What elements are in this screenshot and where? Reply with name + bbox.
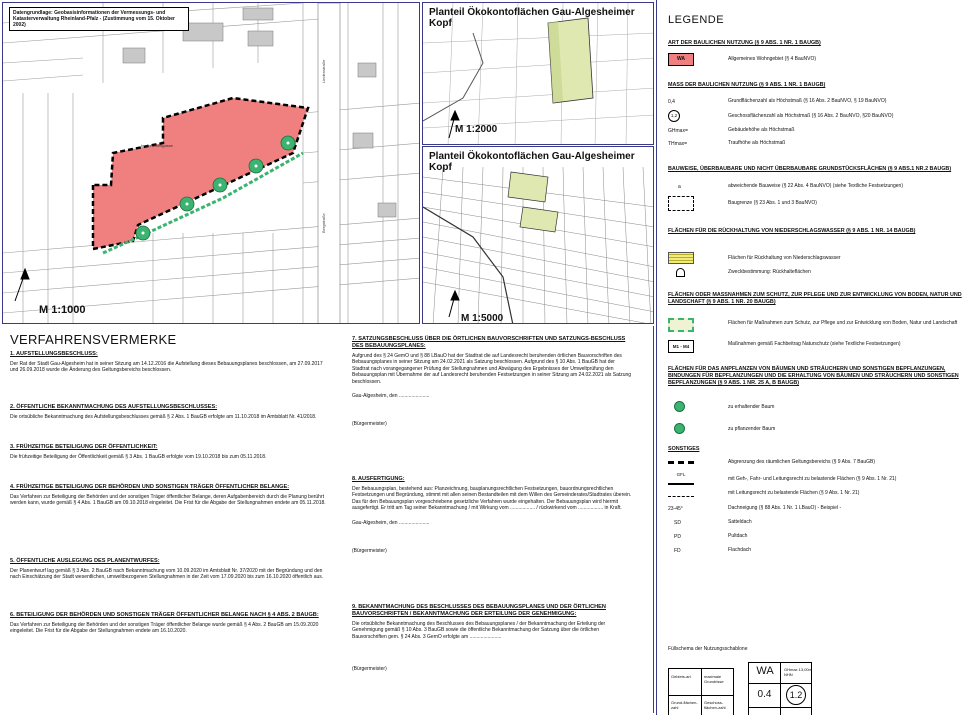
section-place: Gau-Algesheim, den ......................	[352, 393, 430, 400]
gh-symbol: GHmax=	[668, 128, 688, 134]
section-sign: (Bürgermeister)	[352, 666, 387, 673]
legend-row-sd	[668, 518, 968, 530]
fd-description: Flachdach	[728, 547, 752, 553]
gfl-label: GFL	[676, 472, 686, 477]
scale-main: M 1:1000	[39, 304, 86, 316]
section-sign: (Bürgermeister)	[352, 421, 387, 428]
section-text: Der Planentwurf lag gemäß § 3 Abs. 2 BauGB nach Bekanntmachung vom 10.09.2020 im Amtsblatt Nr. 37/2020 mit der Begründung und den nach Einschätzung der Stadt wesentlichen, umweltbezogenen Stellungnahmen in der Zeit vom 17.09.2020 bis zum 16.10.2020 öffentlich aus.	[10, 568, 324, 581]
legend-row-gfz	[668, 110, 968, 122]
wa-symbol: WA	[668, 53, 694, 66]
sd-description: Satteldach	[728, 519, 752, 525]
legend-row-erhalt-baum	[668, 401, 968, 415]
schema-cell-1: Gebiets-art	[671, 674, 691, 679]
legend-heading-rueckhaltung: FLÄCHEN FÜR DIE RÜCKHALTUNG VON NIEDERSCHLAGSWASSER (§ 9 ABS. 1 NR. 14 BAUGB)	[668, 228, 916, 234]
section-text: Das Verfahren zur Beteiligung der Behörden und der sonstigen Träger öffentlicher Belange, deren Aufgabenbereich durch die Planung berührt werden kann, wurde gemäß § 4 Abs. 1 BauGB am 09.10.2018 eingeleitet. Die Frist für die Abgabe der Stellungnahmen endete am 05.11.2018.	[10, 494, 326, 507]
section-text: Die ortsübliche Bekanntmachung des Beschlusses des Bebauungsplanes / der Bekanntmachung der Erteilung der Genehmigung gemäß § 10 Abs. 3 BauGB sowie die öffentliche Bekanntmachung der Satzung über die örtlichen Bauvorschriften gem. § 24 Abs. 3 GemO erfolgte am .......................	[352, 621, 606, 640]
section-heading: 6. BETEILIGUNG DER BEHÖRDEN UND SONSTIGEN TRÄGER ÖFFENTLICHER BELANGE NACH § 4 ABS. 2 BAUGB:	[10, 612, 319, 618]
section-text: Aufgrund des § 24 GemO und § 88 LBauO hat der Stadtrat die auf Landesrecht beruhenden örtlichen Bauvorschriften des Bebauungsplanes in seiner Sitzung am 24.02.2021 als Satzung beschlossen. Aufgrund des § 10 Abs. 1 BauGB hat der Stadtrat nach vorangegangener Prüfung der Stellungnahmen und Abwägung des Ergebnisses der Umweltprüfung den Bebauungsplan mit Übernahme der auf Landesrecht beruhenden Festsetzungen in seiner Sitzung am 24.02.2021 als Satzung beschlossen.	[352, 353, 632, 385]
legend-row-massnahmen	[668, 340, 968, 356]
tree-plant-icon	[674, 423, 685, 434]
procedure-section-2	[10, 404, 330, 420]
th-symbol: THmax=	[668, 141, 688, 147]
legend-heading-sonstiges: SONSTIGES	[668, 446, 700, 452]
road-label-2: Bergstraße	[321, 213, 326, 233]
legend-title: LEGENDE	[668, 14, 725, 26]
procedure-section-1	[10, 351, 330, 374]
pd-description: Pultdach	[728, 533, 748, 539]
schema-table-right	[748, 662, 812, 715]
schutz-symbol	[668, 318, 694, 332]
schema-cell-4: Geschoss-flächen-zahl	[704, 700, 726, 710]
schema-gfz: 1.2	[786, 685, 806, 705]
pflanz-baum-description: zu pflanzender Baum	[728, 426, 776, 432]
section-text: Die frühzeitige Beteiligung der Öffentlichkeit gemäß § 3 Abs. 1 BauGB erfolgte vom 19.10.2018 bis zum 05.11.2018.	[10, 454, 267, 460]
legend-row-leitungsrecht	[668, 489, 968, 501]
grz-symbol: 0,4	[668, 99, 675, 105]
map-panel-eco-bottom	[422, 146, 654, 324]
procedure-notes-panel	[2, 326, 654, 713]
pd-symbol: PD	[674, 534, 681, 540]
scale-eco-bottom: M 1:5000	[461, 313, 504, 324]
legend-row-schutz	[668, 318, 968, 334]
fd-symbol: FD	[674, 548, 681, 554]
map-panel-main	[2, 2, 420, 324]
geltungsbereich-description: Abgrenzung des räumlichen Geltungsbereichs (§ 9 Abs. 7 BauGB)	[728, 459, 876, 465]
map-panel-eco-top	[422, 2, 654, 145]
section-text: Die ortsübliche Bekanntmachung des Aufstellungsbeschlusses gemäß § 2 Abs. 1 BauGB erfolgte am 11.10.2018 im Amtsblatt Nr. 41/2018.	[10, 414, 317, 420]
section-text: Das Verfahren zur Beteiligung der Behörden und der sonstigen Träger öffentlicher Belange wurde gemäß § 4 Abs. 2 BauGB am 15.09.2020 eingeleitet. Die Frist für die Abgabe der Stellungnahmen endete am 16.10.2020.	[10, 622, 319, 635]
legend-row-pd	[668, 532, 968, 544]
legend-row-a	[668, 182, 968, 194]
a-symbol: a	[678, 184, 681, 190]
eco-top-title: Planteil Ökokontoflächen Gau-Algesheimer Kopf	[429, 7, 635, 29]
grz-description: Grundflächenzahl als Höchstmaß (§ 16 Abs. 2 BauNVO, § 19 BauNVO)	[728, 98, 887, 104]
leitungsrecht-symbol	[668, 489, 694, 497]
legend-row-gh	[668, 126, 968, 138]
section-heading: 8. AUSFERTIGUNG:	[352, 476, 405, 482]
a-description: abweichende Bauweise (§ 22 Abs. 4 BauNVO) (siehe Textliche Festsetzungen)	[728, 183, 904, 189]
leitungsrecht-description: mit Leitungsrecht zu belastende Flächen (§ 9 Abs. 1 Nr. 21)	[728, 490, 860, 496]
gfz-symbol: 1,2	[668, 110, 680, 122]
legend-row-rueckhaltung	[668, 252, 968, 266]
section-heading: 2. ÖFFENTLICHE BEKANNTMACHUNG DES AUFSTELLUNGSBESCHLUSSES:	[10, 404, 218, 410]
eco-area-bottom-2	[520, 207, 558, 232]
legend-row-grz	[668, 97, 968, 109]
gh-description: Gebäudehöhe als Höchstmaß	[728, 127, 795, 133]
gfl-description: mit Geh-, Fahr- und Leitungsrecht zu belastende Flächen (§ 9 Abs. 1 Nr. 21)	[728, 476, 897, 482]
schema-cell-3: Grund-flächen-zahl	[671, 700, 698, 710]
section-place: Gau-Algesheim, den ......................	[352, 519, 430, 526]
section-heading: 5. ÖFFENTLICHE AUSLEGUNG DES PLANENTWURFES:	[10, 558, 160, 564]
legend-heading-bauweise: BAUWEISE, ÜBERBAUBARE UND NICHT ÜBERBAUBARE GRUNDSTÜCKSFLÄCHEN (§ 9 ABS.1 NR.2 BAUGB)	[668, 166, 952, 172]
north-arrow-bottom	[449, 291, 459, 317]
tree-keep-icon	[674, 401, 685, 412]
legend-row-th	[668, 139, 968, 151]
schema-cell-2: maximale Grundrisse	[704, 674, 724, 684]
massnahmen-description: Maßnahmen gemäß Fachbeitrag Naturschutz (siehe Textliche Festsetzungen)	[728, 341, 901, 347]
wa-description: Allgemeines Wohngebiet (§ 4 BauNVO)	[728, 56, 817, 62]
legend-heading-mass: MASS DER BAULICHEN NUTZUNG (§ 9 ABS. 1 NR. 1 BAUGB)	[668, 82, 826, 88]
area-label: In der Wolfsgasse	[141, 143, 173, 148]
dachneigung-description: Dachneigung (§ 88 Abs. 1 Nr. 1 LBauO) - Beispiel -	[728, 505, 842, 511]
gfz-description: Geschossflächenzahl als Höchstmaß (§ 16 Abs. 2 BauNVO, §20 BauNVO)	[728, 113, 894, 119]
rueckhaltung-symbol	[668, 252, 694, 264]
zweck-symbol	[676, 268, 685, 277]
section-heading: 4. FRÜHZEITIGE BETEILIGUNG DER BEHÖRDEN UND SONSTIGEN TRÄGER ÖFFENTLICHER BELANGE:	[10, 484, 290, 490]
legend-row-zweck	[668, 268, 968, 280]
section-heading: 9. BEKANNTMACHUNG DES BESCHLUSSES DES BEBAUUNGSPLANES UND DER ÖRTLICHEN BAUVORSCHRIFTEN / BEKANNTMACHUNG DER ERTEILUNG DER GENEHMIGUNG:	[352, 604, 606, 617]
procedure-section-5	[10, 558, 330, 581]
section-text: Der Bebauungsplan, bestehend aus: Planzeichnung, bauplanungsrechtlichen Festsetzungen, bauordnungsrechtlichen Festsetzungen und Begründung, stimmt mit allen seinen Bestandteilen mit dem Willen des Gemeinderates/Stadtrates überein. Das für den Bebauungsplan vorgeschriebene gesetzliche Verfahren wurde eingehalten. Der Bebauungsplan wird hiermit ausgefertigt. Er tritt am Tag seiner Bekanntmachung / mit Wirkung vom .................. / rückwirkend vom .................. in Kraft.	[352, 486, 632, 512]
legend-row-baugrenze	[668, 196, 968, 212]
legend-heading-schutz: FLÄCHEN ODER MASSNAHMEN ZUM SCHUTZ, ZUR PFLEGE UND ZUR ENTWICKLUNG VON BODEN, NATUR UND LANDSCHAFT (§ 9 ABS. 1 NR. 20 BAUGB)	[668, 292, 962, 305]
eco-bottom-title: Planteil Ökokontoflächen Gau-Algesheimer Kopf	[429, 151, 635, 173]
eco-plan-bottom-drawing	[423, 147, 654, 324]
legend-row-dachneigung	[668, 504, 968, 516]
legend-row-fd	[668, 546, 968, 558]
section-heading: 7. SATZUNGSBESCHLUSS ÜBER DIE ÖRTLICHEN BAUVORSCHRIFTEN UND SATZUNGS-BESCHLUSS DES BEBAUUNGSPLANES:	[352, 336, 626, 349]
dachneigung-symbol: 23-45°	[668, 506, 683, 512]
schema-title: Füllschema der Nutzungsschablone	[668, 646, 748, 652]
scale-eco-top: M 1:2000	[455, 124, 498, 135]
section-heading: 3. FRÜHZEITIGE BETEILIGUNG DER ÖFFENTLICHKEIT:	[10, 444, 158, 450]
north-arrow-main	[15, 269, 29, 301]
procedure-section-8	[352, 476, 632, 554]
rueckhaltung-description: Flächen für Rückhaltung von Niederschlagswasser	[728, 255, 841, 261]
wa-area	[93, 98, 308, 249]
legend-row-gfl	[668, 472, 968, 486]
massnahmen-symbol: M1 - M4	[668, 340, 694, 353]
eco-area-bottom-1	[508, 172, 548, 202]
procedure-section-4	[10, 484, 330, 507]
procedure-title: VERFAHRENSVERMERKE	[10, 332, 177, 347]
procedure-section-9	[352, 604, 632, 673]
procedure-section-7	[352, 336, 632, 428]
erhalt-baum-description: zu erhaltender Baum	[728, 404, 775, 410]
procedure-section-3	[10, 444, 330, 460]
section-text: Der Rat der Stadt Gau-Algesheim hat in seiner Sitzung am 14.12.2016 die Aufstellung dieses Bebauungsplanes beschlossen, am 27.09.2017 und 26.09.2018 wurde die Änderung des Geltungsbereichs beschlossen.	[10, 361, 323, 374]
schema-grz: 0.4	[757, 689, 772, 700]
procedure-section-6	[10, 612, 330, 635]
baugrenze-symbol	[668, 196, 694, 211]
section-sign: (Bürgermeister)	[352, 548, 387, 555]
th-description: Traufhöhe als Höchstmaß	[728, 140, 786, 146]
schema-gh: GHmax 13,00m NHN	[784, 667, 813, 677]
boundary-symbol	[668, 461, 694, 465]
gfl-symbol	[668, 472, 694, 485]
sd-symbol: SD	[674, 520, 681, 526]
legend-heading-art: ART DER BAULICHEN NUTZUNG (§ 9 ABS. 1 NR. 1 BAUGB)	[668, 40, 821, 46]
legend-divider	[656, 0, 657, 715]
schema-table-left	[668, 668, 734, 715]
zweck-description: Zweckbestimmung: Rückhalteflächen	[728, 269, 811, 275]
schema-wa: WA	[756, 665, 774, 677]
main-plan-drawing	[3, 3, 420, 324]
legend-row-pflanz-baum	[668, 423, 968, 437]
baugrenze-description: Baugrenze (§ 23 Abs. 1 und 3 BauNVO)	[728, 200, 817, 206]
section-heading: 1. AUFSTELLUNGSBESCHLUSS:	[10, 351, 98, 357]
legend-row-wa	[668, 53, 968, 65]
legend-row-geltungsbereich	[668, 458, 968, 470]
legend-heading-anpflanzen: FLÄCHEN FÜR DAS ANPFLANZEN VON BÄUMEN UND STRÄUCHERN UND SONSTIGEN BEPFLANZUNGEN, BINDUNGEN FÜR BEPFLANZUNGEN UND DIE ERHALTUNG VON BÄUMEN UND STRÄUCHERN UND SONSTIGEN BEPFLANZUNGEN (§ 9 ABS. 1 NR. 25 A, B BAUGB)	[668, 366, 959, 386]
schutz-description: Flächen für Maßnahmen zum Schutz, zur Pflege und zur Entwicklung von Boden, Natur und Landschaft	[728, 320, 958, 326]
road-label-1: Lindenstraße	[321, 59, 326, 83]
data-source-note: Datengrundlage: Geobasisinformationen der Vermessungs- und Katasterverwaltung Rheinland-Pfalz - (Zustimmung vom 15. Oktober 2002)	[9, 7, 189, 31]
